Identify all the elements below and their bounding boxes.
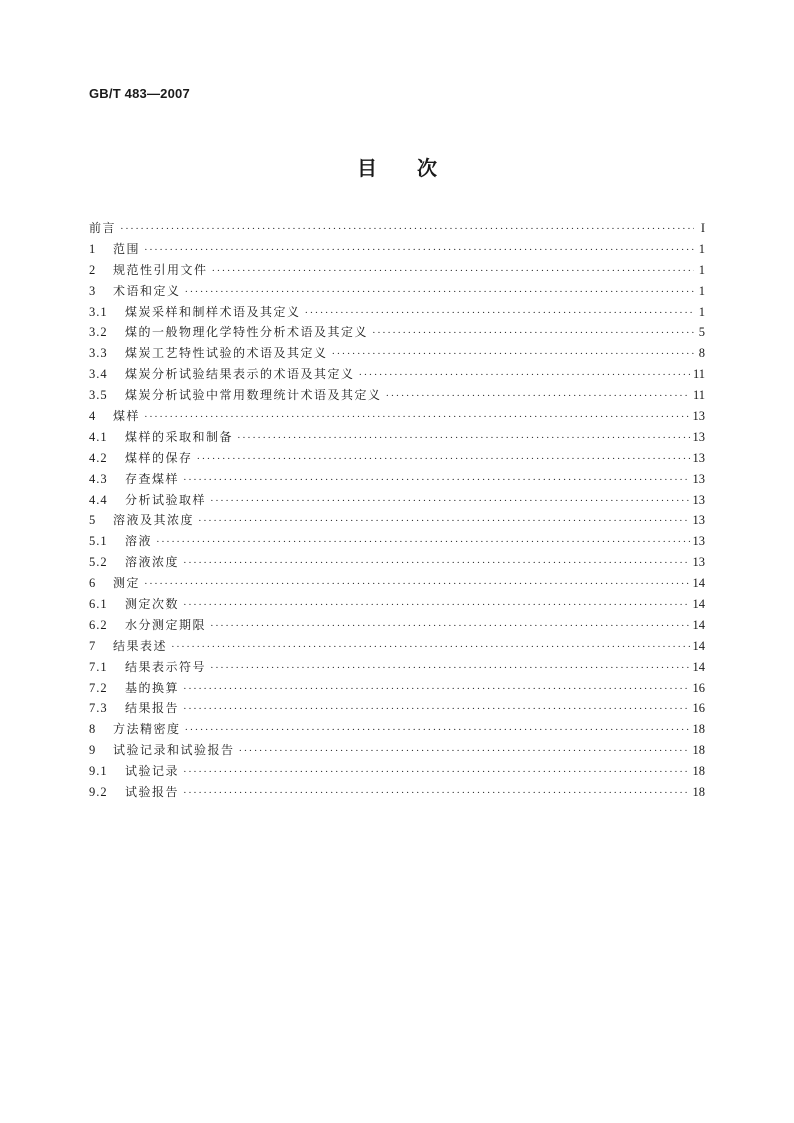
toc-dot-leader <box>210 616 689 637</box>
toc-entry-number: 5.1 <box>89 534 108 549</box>
toc-entry-page: 18 <box>692 722 705 737</box>
toc-dot-leader <box>171 637 689 658</box>
toc-entry-title: 煤的一般物理化学特性分析术语及其定义 <box>125 325 369 340</box>
toc-entry-page: 14 <box>692 576 705 591</box>
toc-entry-title: 煤炭分析试验结果表示的术语及其定义 <box>125 367 355 382</box>
toc-entry-number: 6.2 <box>89 617 108 632</box>
toc-entry-title: 试验记录 <box>125 764 180 779</box>
toc-entry-title: 试验记录和试验报告 <box>113 743 235 758</box>
toc-dot-leader <box>183 553 689 574</box>
toc-entry-page: 13 <box>692 429 705 444</box>
toc-dot-leader <box>210 491 689 512</box>
toc-entry-page: 13 <box>692 534 705 549</box>
toc-entry-title: 水分测定期限 <box>125 617 207 632</box>
toc-entry-title: 煤炭采样和制样术语及其定义 <box>125 304 301 319</box>
toc-entry[interactable] <box>89 343 705 364</box>
toc-dot-leader <box>183 762 689 783</box>
toc-entry-title: 范围 <box>113 241 141 256</box>
toc-entry[interactable] <box>89 510 705 531</box>
toc-entry-title: 溶液浓度 <box>125 555 180 570</box>
toc-entry[interactable] <box>89 260 705 281</box>
toc-entry[interactable] <box>89 698 705 719</box>
toc-entry-page: I <box>700 221 705 235</box>
toc-dot-leader <box>144 574 689 595</box>
toc-entry[interactable] <box>89 281 705 302</box>
toc-entry-number: 4.3 <box>89 471 108 486</box>
toc-entry-number: 7.1 <box>89 659 108 674</box>
toc-dot-leader <box>120 219 694 240</box>
toc-entry-page: 11 <box>692 367 705 382</box>
toc-entry[interactable] <box>89 531 705 552</box>
toc-entry-number: 3.3 <box>89 346 108 361</box>
toc-entry-number: 5.2 <box>89 555 108 570</box>
toc-entry-number: 3.5 <box>89 388 108 403</box>
toc-entry-page: 14 <box>692 617 705 632</box>
toc-entry[interactable] <box>89 615 705 636</box>
toc-entry-title: 试验报告 <box>125 785 180 800</box>
toc-entry[interactable] <box>89 636 705 657</box>
toc-entry[interactable] <box>89 761 705 782</box>
toc-entry[interactable] <box>89 218 705 239</box>
toc-entry[interactable] <box>89 302 705 323</box>
toc-dot-leader <box>185 720 690 741</box>
toc-entry-page: 5 <box>698 325 705 340</box>
toc-entry-page: 13 <box>692 409 705 424</box>
toc-dot-leader <box>239 741 690 762</box>
toc-entry-page: 11 <box>692 388 705 403</box>
toc-entry-page: 13 <box>692 492 705 507</box>
toc-entry-page: 13 <box>692 513 705 528</box>
toc-entry-number: 6.1 <box>89 597 108 612</box>
document-code: GB/T 483—2007 <box>89 86 190 101</box>
toc-entry[interactable] <box>89 657 705 678</box>
toc-entry-page: 1 <box>698 304 705 319</box>
toc-entry-number: 4.1 <box>89 429 108 444</box>
toc-dot-leader <box>237 428 689 449</box>
toc-dot-leader <box>144 240 694 261</box>
toc-entry-title: 结果表示符号 <box>125 659 207 674</box>
toc-entry-number: 9.1 <box>89 764 108 779</box>
toc-dot-leader <box>305 303 694 324</box>
toc-entry-page: 18 <box>692 743 705 758</box>
toc-entry-title: 煤样 <box>113 409 141 424</box>
toc-dot-leader <box>212 261 694 282</box>
toc-entry-number: 7 <box>89 638 97 653</box>
toc-entry-title: 煤样的保存 <box>125 450 193 465</box>
toc-dot-leader <box>183 699 689 720</box>
toc-entry-page: 16 <box>692 680 705 695</box>
toc-entry[interactable] <box>89 678 705 699</box>
toc-entry[interactable] <box>89 740 705 761</box>
toc-entry[interactable] <box>89 427 705 448</box>
toc-entry[interactable] <box>89 490 705 511</box>
toc-entry-page: 18 <box>692 764 705 779</box>
toc-dot-leader <box>332 344 694 365</box>
toc-dot-leader <box>183 679 689 700</box>
toc-entry[interactable] <box>89 719 705 740</box>
toc-entry-number: 9.2 <box>89 785 108 800</box>
toc-entry-page: 14 <box>692 597 705 612</box>
toc-dot-leader <box>386 386 690 407</box>
toc-entry-title: 溶液 <box>125 534 153 549</box>
toc-entry-number: 4 <box>89 409 97 424</box>
toc-entry-number: 3.2 <box>89 325 108 340</box>
toc-entry[interactable] <box>89 782 705 803</box>
toc-entry-page: 13 <box>692 555 705 570</box>
toc-list <box>89 218 705 803</box>
toc-entry[interactable] <box>89 594 705 615</box>
toc-entry-page: 16 <box>692 701 705 716</box>
toc-entry-number: 7.2 <box>89 680 108 695</box>
toc-entry-title: 溶液及其浓度 <box>113 513 195 528</box>
toc-entry-title: 煤炭分析试验中常用数理统计术语及其定义 <box>125 388 382 403</box>
toc-entry-title: 前言 <box>89 221 117 235</box>
toc-entry-number: 3.1 <box>89 304 108 319</box>
toc-entry-number: 8 <box>89 722 97 737</box>
toc-entry-number: 4.2 <box>89 450 108 465</box>
toc-entry-number: 7.3 <box>89 701 108 716</box>
toc-entry-number: 6 <box>89 576 97 591</box>
toc-entry-page: 1 <box>698 283 705 298</box>
toc-entry-title: 煤炭工艺特性试验的术语及其定义 <box>125 346 328 361</box>
toc-entry-title: 规范性引用文件 <box>113 262 208 277</box>
toc-dot-leader <box>198 511 689 532</box>
toc-entry-page: 8 <box>698 346 705 361</box>
toc-entry[interactable] <box>89 406 705 427</box>
toc-entry-page: 14 <box>692 659 705 674</box>
toc-dot-leader <box>183 470 689 491</box>
toc-entry-number: 2 <box>89 262 97 277</box>
toc-entry-title: 测定次数 <box>125 597 180 612</box>
toc-title: 目次 <box>357 156 477 180</box>
toc-entry-title: 基的换算 <box>125 680 180 695</box>
toc-entry[interactable] <box>89 322 705 343</box>
toc-entry-number: 1 <box>89 241 97 256</box>
toc-entry[interactable] <box>89 239 705 260</box>
toc-entry[interactable] <box>89 385 705 406</box>
toc-dot-leader <box>183 595 689 616</box>
toc-entry-number: 3.4 <box>89 367 108 382</box>
toc-entry[interactable] <box>89 552 705 573</box>
toc-entry-page: 1 <box>698 241 705 256</box>
toc-entry-title: 结果表述 <box>113 638 168 653</box>
toc-entry-title: 煤样的采取和制备 <box>125 429 234 444</box>
toc-dot-leader <box>156 532 689 553</box>
toc-entry[interactable] <box>89 573 705 594</box>
toc-dot-leader <box>183 783 689 804</box>
toc-entry-title: 分析试验取样 <box>125 492 207 507</box>
toc-dot-leader <box>359 365 690 386</box>
toc-entry-title: 方法精密度 <box>113 722 181 737</box>
toc-dot-leader <box>372 323 694 344</box>
toc-entry-number: 5 <box>89 513 97 528</box>
toc-entry-number: 4.4 <box>89 492 108 507</box>
toc-entry-page: 14 <box>692 638 705 653</box>
toc-entry-title: 术语和定义 <box>113 283 181 298</box>
toc-entry-title: 存查煤样 <box>125 471 180 486</box>
toc-dot-leader <box>144 407 689 428</box>
toc-dot-leader <box>185 282 694 303</box>
toc-entry[interactable] <box>89 448 705 469</box>
toc-entry-page: 18 <box>692 785 705 800</box>
toc-entry-page: 13 <box>692 450 705 465</box>
toc-entry-title: 结果报告 <box>125 701 180 716</box>
toc-entry-title: 测定 <box>113 576 141 591</box>
toc-dot-leader <box>210 658 689 679</box>
toc-entry[interactable] <box>89 364 705 385</box>
toc-entry-number: 9 <box>89 743 97 758</box>
toc-entry-page: 1 <box>698 262 705 277</box>
toc-dot-leader <box>197 449 690 470</box>
toc-entry[interactable] <box>89 469 705 490</box>
toc-entry-page: 13 <box>692 471 705 486</box>
toc-entry-number: 3 <box>89 283 97 298</box>
